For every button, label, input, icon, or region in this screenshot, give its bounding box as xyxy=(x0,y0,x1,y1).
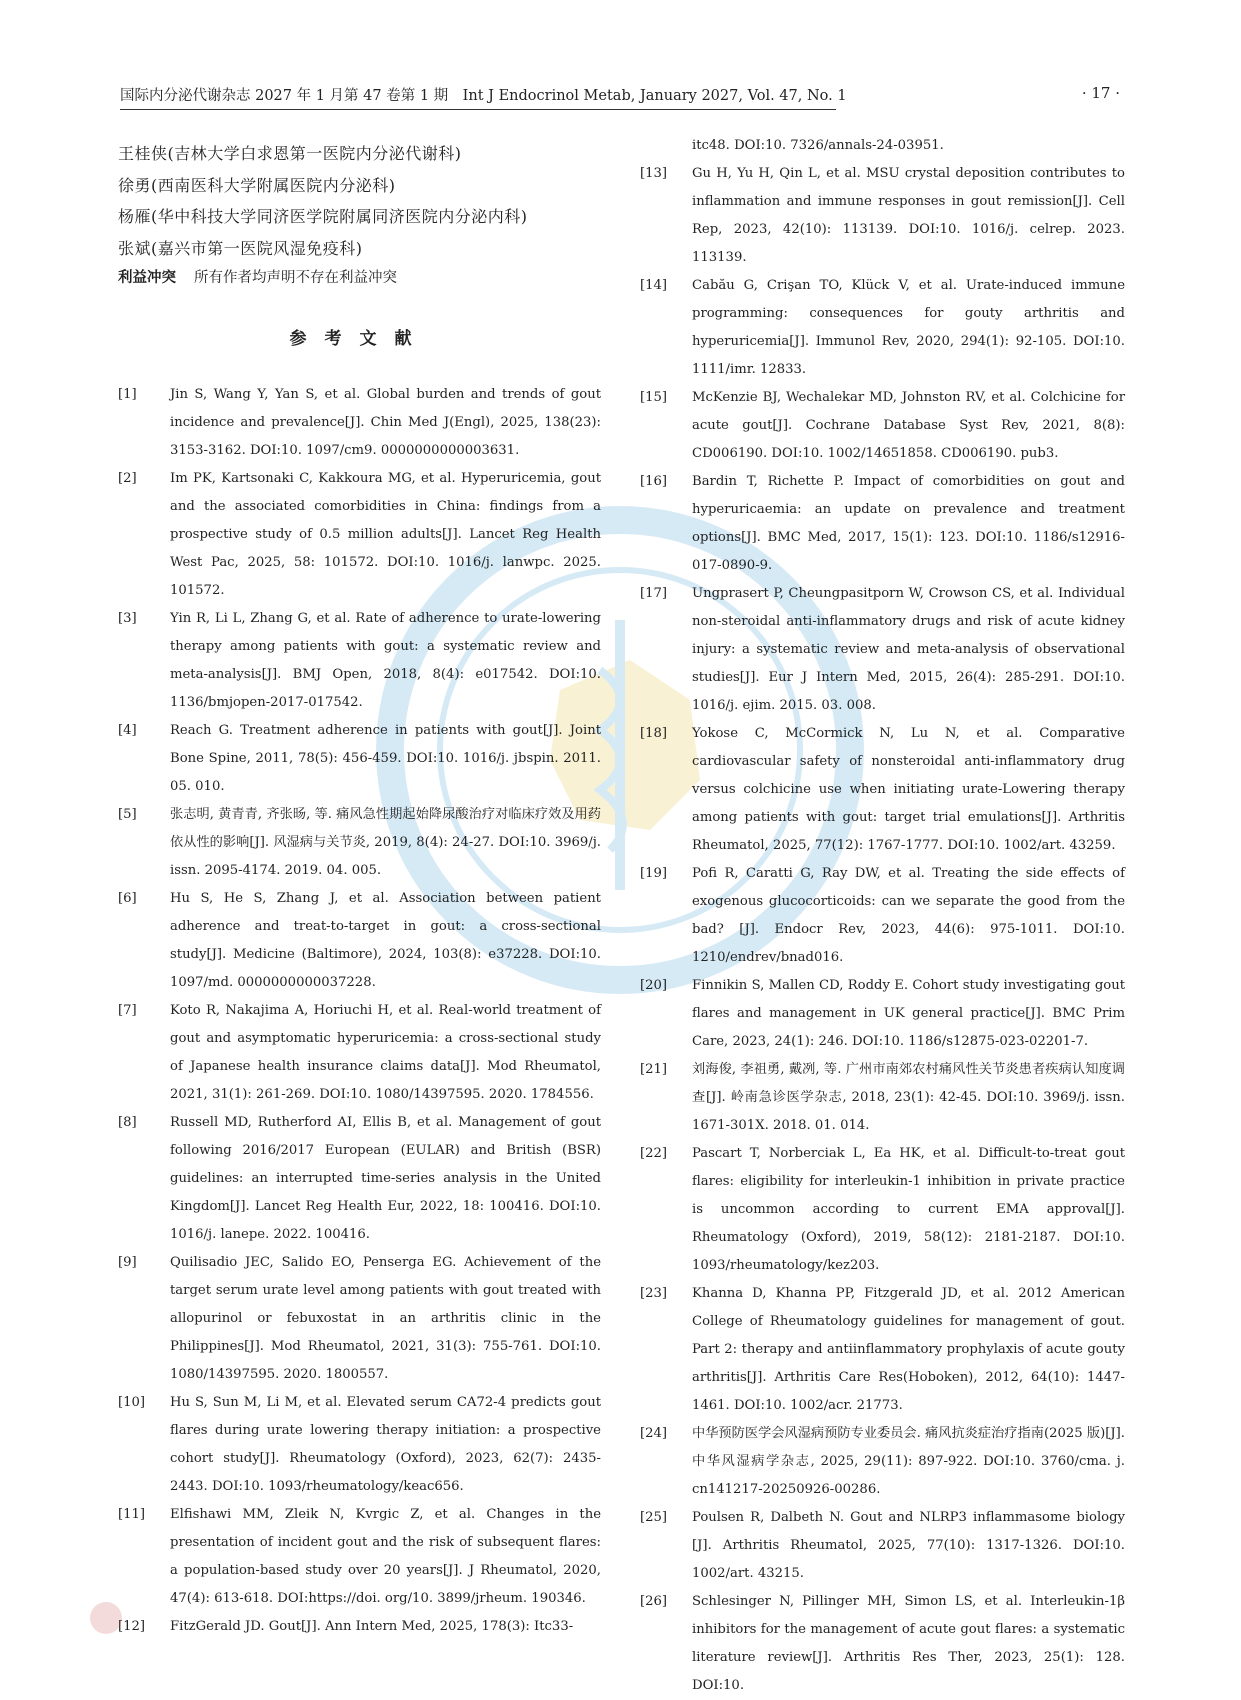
reference-text: Bardin T, Richette P. Impact of comorbidities on gout and hyperuricaemia: an update on prevalence and treatment options[J]. BMC Med, 2017, 15(1): 123. DOI:10. 1186/s12916-017-0890-9. xyxy=(692,474,1125,573)
reference-number: [10] xyxy=(118,1395,146,1410)
reference-item xyxy=(118,717,601,801)
reference-item xyxy=(640,720,1125,860)
reference-text: Yokose C, McCormick N, Lu N, et al. Comparative cardiovascular safety of nonsteroidal anti-inflammatory drug versus colchicine use when initiating urate-Lowering therapy among patients with gout: target trial emulations[J]. Arthritis Rheumatol, 2025, 77(12): 1767-1777. DOI:10. 1002/art. 43259. xyxy=(692,726,1125,853)
reference-item xyxy=(118,1109,601,1249)
reference-text: Elfishawi MM, Zleik N, Kvrgic Z, et al. Changes in the presentation of incident gout and the risk of subsequent flares: a population-based study over 20 years[J]. J Rheumatol, 2020, 47(4): 613-618. DOI:https://doi. org/10. 3899/jrheum. 190346. xyxy=(170,1507,601,1606)
reference-item xyxy=(118,885,601,997)
ack-line: 杨雁(华中科技大学同济医学院附属同济医院内分泌内科) xyxy=(118,207,528,226)
reference-number: [19] xyxy=(640,866,668,881)
left-column xyxy=(118,138,601,1641)
reference-number: [8] xyxy=(118,1115,137,1130)
reference-number: [4] xyxy=(118,723,137,738)
reference-number: [11] xyxy=(118,1507,146,1522)
reference-text: 中华预防医学会风湿病预防专业委员会. 痛风抗炎症治疗指南(2025 版)[J]. 中华风湿病学杂志, 2025, 29(11): 897-922. DOI:10. 3760/cma. j. cn141217-20250926-00286. xyxy=(692,1426,1125,1497)
reference-text: Im PK, Kartsonaki C, Kakkoura MG, et al. Hyperuricemia, gout and the associated comorbidities in China: findings from a prospective study of 0.5 million adults[J]. Lancet Reg Health West Pac, 2025, 58: 101572. DOI:10. 1016/j. lanwpc. 2025. 101572. xyxy=(170,471,601,598)
reference-text: Gu H, Yu H, Qin L, et al. MSU crystal deposition contributes to inflammation and immune responses in gout remission[J]. Cell Rep, 2023, 42(10): 113139. DOI:10. 1016/j. celrep. 2023. 113139. xyxy=(692,166,1125,265)
reference-number: [26] xyxy=(640,1594,668,1609)
reference-text: FitzGerald JD. Gout[J]. Ann Intern Med, 2025, 178(3): Itc33- xyxy=(170,1619,574,1634)
references-heading: 参考文献 xyxy=(289,329,430,349)
reference-number: [9] xyxy=(118,1255,137,1270)
reference-number: [13] xyxy=(640,166,668,181)
publisher-logo-watermark xyxy=(86,1598,466,1638)
reference-number: [17] xyxy=(640,586,668,601)
journal-citation-line: 国际内分泌代谢杂志 2027 年 1 月第 47 卷第 1 期 Int J Endocrinol Metab, January 2027, Vol. 47, No. 1 xyxy=(120,84,836,110)
reference-text: Poulsen R, Dalbeth N. Gout and NLRP3 inflammasome biology [J]. Arthritis Rheumatol, 2025, 77(10): 1317-1326. DOI:10. 1002/art. 43215. xyxy=(692,1510,1125,1581)
reference-text: Reach G. Treatment adherence in patients with gout[J]. Joint Bone Spine, 2011, 78(5): 456-459. DOI:10. 1016/j. jbspin. 2011. 05. 010. xyxy=(170,723,601,794)
reference-number: [24] xyxy=(640,1426,668,1441)
reference-number: [23] xyxy=(640,1286,668,1301)
reference-number: [15] xyxy=(640,390,668,405)
reference-item xyxy=(640,1588,1125,1700)
reference-number: [18] xyxy=(640,726,668,741)
reference-item xyxy=(640,1140,1125,1280)
reference-number: [25] xyxy=(640,1510,668,1525)
reference-number: [22] xyxy=(640,1146,668,1161)
reference-text: Ungprasert P, Cheungpasitporn W, Crowson CS, et al. Individual non-steroidal anti-inflammatory drugs and risk of acute kidney injury: a systematic review and meta-analysis of observational studies[J]. Eur J Intern Med, 2015, 26(4): 285-291. DOI:10. 1016/j. ejim. 2015. 03. 008. xyxy=(692,586,1125,713)
reference-text: Pofi R, Caratti G, Ray DW, et al. Treating the side effects of exogenous glucocorticoids: can we separate the good from the bad? [J]. Endocr Rev, 2023, 44(6): 975-1011. DOI:10. 1210/endrev/bnad016. xyxy=(692,866,1125,965)
reference-number: [21] xyxy=(640,1062,668,1077)
reference-list-left xyxy=(118,381,601,1641)
reference-text: Schlesinger N, Pillinger MH, Simon LS, et al. Interleukin-1β inhibitors for the management of acute gout flares: a systematic literature review[J]. Arthritis Res Ther, 2023, 25(1): 128. DOI:10. xyxy=(692,1594,1125,1693)
reference-item xyxy=(640,272,1125,384)
reference-item xyxy=(640,1420,1125,1504)
reference-text: Pascart T, Norberciak L, Ea HK, et al. Difficult-to-treat gout flares: eligibility for interleukin-1 inhibition in private practice is uncommon according to current EMA approval[J]. Rheumatology (Oxford), 2019, 58(12): 2181-2187. DOI:10. 1093/rheumatology/kez203. xyxy=(692,1146,1125,1273)
reference-text: 张志明, 黄青青, 齐张旸, 等. 痛风急性期起始降尿酸治疗对临床疗效及用药依从性的影响[J]. 风湿病与关节炎, 2019, 8(4): 24-27. DOI:10. 3969/j. issn. 2095-4174. 2019. 04. 005. xyxy=(170,807,601,878)
reference-number: [14] xyxy=(640,278,668,293)
reference-item xyxy=(640,468,1125,580)
reference-number: [2] xyxy=(118,471,137,486)
reference-item xyxy=(640,384,1125,468)
reference-number: [20] xyxy=(640,978,668,993)
reference-item xyxy=(118,605,601,717)
right-column xyxy=(640,138,1125,1700)
reference-text: Yin R, Li L, Zhang G, et al. Rate of adherence to urate-lowering therapy among patients with gout: a systematic review and meta-analysis[J]. BMJ Open, 2018, 8(4): e017542. DOI:10. 1136/bmjopen-2017-017542. xyxy=(170,611,601,710)
reference-text: Cabău G, Crişan TO, Klück V, et al. Urate-induced immune programming: consequences for gouty arthritis and hyperuricemia[J]. Immunol Rev, 2020, 294(1): 92-105. DOI:10. 1111/imr. 12833. xyxy=(692,278,1125,377)
reference-text: 刘海俊, 李祖勇, 戴冽, 等. 广州市南郊农村痛风性关节炎患者疾病认知度调查[J]. 岭南急诊医学杂志, 2018, 23(1): 42-45. DOI:10. 3969/j. issn. 1671-301X. 2018. 01. 014. xyxy=(692,1062,1125,1133)
reference-text: Hu S, Sun M, Li M, et al. Elevated serum CA72-4 predicts gout flares during urate lowering therapy initiation: a prospective cohort study[J]. Rheumatology (Oxford), 2023, 62(7): 2435-2443. DOI:10. 1093/rheumatology/keac656. xyxy=(170,1395,601,1494)
reference-item xyxy=(118,465,601,605)
flower-logo-icon xyxy=(86,1598,126,1638)
reference-item xyxy=(118,1389,601,1501)
reference-item xyxy=(118,381,601,465)
reference-item xyxy=(118,997,601,1109)
reference-text: Hu S, He S, Zhang J, et al. Association between patient adherence and treat-to-target in gout: a cross-sectional study[J]. Medicine (Baltimore), 2024, 103(8): e37228. DOI:10. 1097/md. 0000000000037228. xyxy=(170,891,601,990)
reference-number: [5] xyxy=(118,807,137,822)
ack-line: 徐勇(西南医科大学附属医院内分泌科) xyxy=(118,175,396,195)
reference-number: [16] xyxy=(640,474,668,489)
conflict-of-interest xyxy=(118,266,601,290)
reference-item xyxy=(640,1056,1125,1140)
page-number: · 17 · xyxy=(1081,84,1120,102)
reference-item xyxy=(118,1501,601,1613)
reference-item xyxy=(640,1504,1125,1588)
reference-number: [6] xyxy=(118,891,137,906)
reference-number: [3] xyxy=(118,611,137,626)
ack-line: 张斌(嘉兴市第一医院风湿免疫科) xyxy=(118,238,363,258)
reference-list-right xyxy=(640,160,1125,1700)
reference-item xyxy=(640,860,1125,972)
reference-text: Russell MD, Rutherford AI, Ellis B, et al. Management of gout following 2016/2017 European (EULAR) and British (BSR) guidelines: an interrupted time-series analysis in the United Kingdom[J]. Lancet Reg Health Eur, 2022, 18: 100416. DOI:10. 1016/j. lanepe. 2022. 100416. xyxy=(170,1115,601,1242)
reference-text: McKenzie BJ, Wechalekar MD, Johnston RV, et al. Colchicine for acute gout[J]. Cochrane Database Syst Rev, 2021, 8(8): CD006190. DOI:10. 1002/14651858. CD006190. pub3. xyxy=(692,390,1125,461)
reference-continuation: itc48. DOI:10. 7326/annals-24-03951. xyxy=(692,138,944,153)
reference-text: Quilisadio JEC, Salido EO, Penserga EG. Achievement of the target serum urate level among patients with gout treated with allopurinol or febuxostat in an arthritis clinic in the Philippines[J]. Mod Rheumatol, 2021, 31(3): 755-761. DOI:10. 1080/14397595. 2020. 1800557. xyxy=(170,1255,601,1382)
reference-number: [12] xyxy=(118,1619,146,1634)
ack-line: 王桂侠(吉林大学白求恩第一医院内分泌代谢科) xyxy=(118,144,462,163)
reference-item xyxy=(118,801,601,885)
reference-number: [1] xyxy=(118,387,137,402)
reference-item xyxy=(640,972,1125,1056)
reference-item xyxy=(640,580,1125,720)
coi-label: 利益冲突 xyxy=(118,270,176,286)
reference-text: Koto R, Nakajima A, Horiuchi H, et al. Real-world treatment of gout and asymptomatic hyperuricemia: a cross-sectional study of Japanese health insurance claims data[J]. Mod Rheumatol, 2021, 31(1): 261-269. DOI:10. 1080/14397595. 2020. 1784556. xyxy=(170,1003,601,1102)
reference-text: Khanna D, Khanna PP, Fitzgerald JD, et al. 2012 American College of Rheumatology guidelines for management of gout. Part 2: therapy and antiinflammatory prophylaxis of acute gouty arthritis[J]. Arthritis Care Res(Hoboken), 2012, 64(10): 1447-1461. DOI:10. 1002/acr. 21773. xyxy=(692,1286,1125,1413)
reference-number: [7] xyxy=(118,1003,137,1018)
acknowledgement-list xyxy=(118,138,601,264)
reference-text: Finnikin S, Mallen CD, Roddy E. Cohort study investigating gout flares and management in UK general practice[J]. BMC Prim Care, 2023, 24(1): 246. DOI:10. 1186/s12875-023-02201-7. xyxy=(692,978,1125,1049)
reference-text: Jin S, Wang Y, Yan S, et al. Global burden and trends of gout incidence and prevalence[J]. Chin Med J(Engl), 2025, 138(23): 3153-3162. DOI:10. 1097/cm9. 0000000000003631. xyxy=(170,387,601,458)
reference-item xyxy=(640,160,1125,272)
running-header xyxy=(120,84,1120,114)
coi-text: 所有作者均声明不存在利益冲突 xyxy=(194,270,397,286)
reference-item xyxy=(640,1280,1125,1420)
reference-item xyxy=(118,1249,601,1389)
